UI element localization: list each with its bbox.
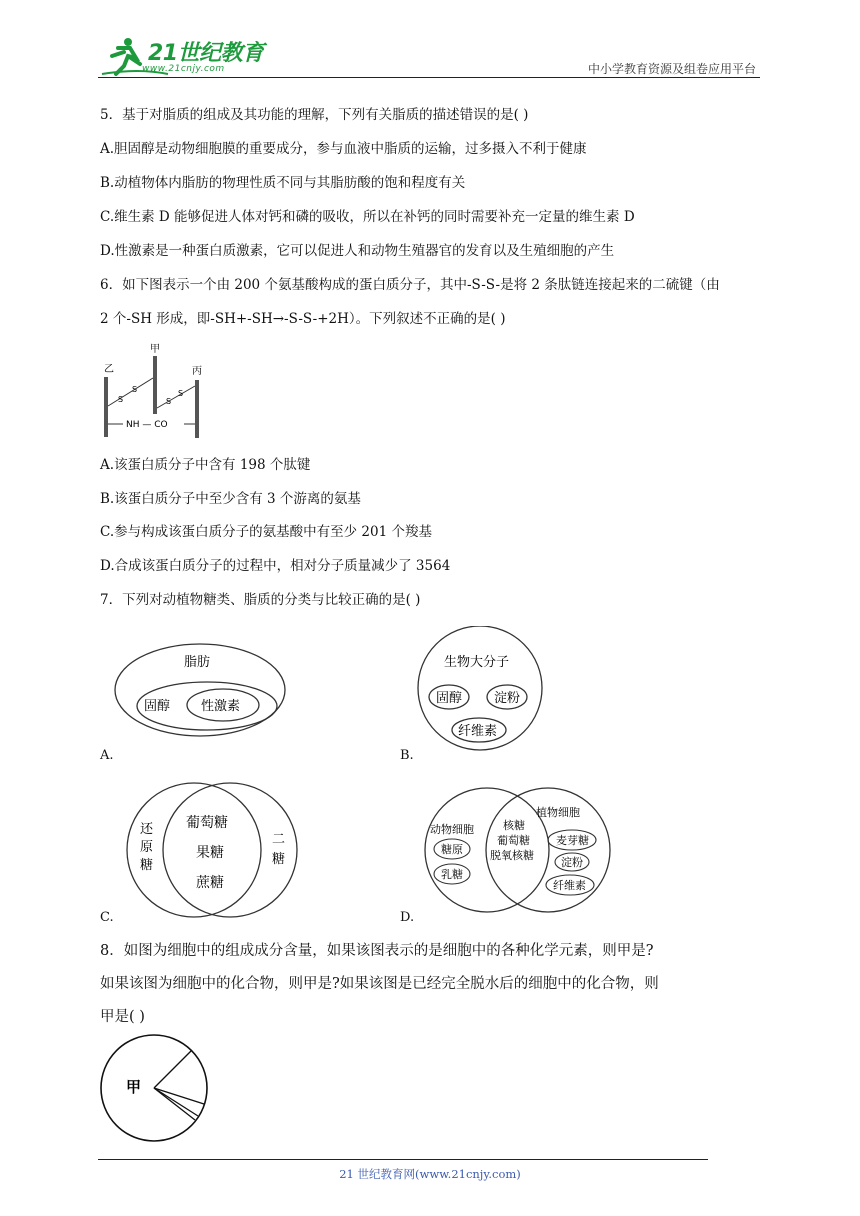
svg-text:糖: 糖 (272, 852, 286, 867)
q6-chain-jia (153, 356, 157, 414)
q7d-l1: 糖原 (441, 843, 463, 856)
header-divider (98, 77, 760, 78)
q6-option-c: C.参与构成该蛋白质分子的氨基酸中有至少 201 个羧基 (100, 524, 432, 540)
q7a-left-label: 固醇 (144, 699, 171, 714)
q7-figure-a (112, 640, 292, 740)
q6-option-a: A.该蛋白质分子中含有 198 个肽键 (100, 457, 311, 473)
q6-nh-co: NH — CO (126, 420, 168, 430)
q7-figure-d (420, 787, 620, 915)
footer-text: 21 世纪教育网(www.21cnjy.com) (339, 1167, 521, 1181)
q6-s4: S (178, 389, 184, 398)
q7c-center3: 蔗糖 (196, 875, 224, 891)
q6-option-d: D.合成该蛋白质分子的过程中，相对分子质量减少了 3564 (100, 558, 451, 574)
footer-divider (98, 1159, 708, 1160)
q6-chain-bing (195, 380, 199, 438)
q7d-r3: 纤维素 (553, 879, 586, 892)
q5-option-b: B.动植物体内脂肪的物理性质不同与其脂肪酸的饱和程度有关 (100, 175, 466, 191)
q7-figure-c-label: C. (100, 910, 114, 925)
q5-option-a: A.胆固醇是动物细胞膜的重要成分，参与血液中脂质的运输，过多摄入不利于健康 (100, 141, 587, 157)
q7d-center2: 葡萄糖 (497, 834, 530, 847)
q6-protein-diagram (98, 342, 218, 442)
q5-option-c: C.维生素 D 能够促进人体对钙和磷的吸收，所以在补钙的同时需要补充一定量的维生素 D (100, 209, 635, 225)
q7d-right-title: 植物细胞 (536, 806, 580, 819)
q7a-inner-label: 性激素 (201, 699, 241, 714)
q7b-outer-label: 生物大分子 (444, 655, 510, 670)
q7a-outer-label: 脂肪 (184, 655, 211, 670)
q7c-center2: 果糖 (196, 845, 224, 861)
q7-figure-a-label: A. (100, 748, 114, 763)
q7-figure-b (412, 626, 552, 756)
svg-text:原: 原 (140, 840, 154, 855)
q8-stem-line1: 8．如图为细胞中的组成成分含量，如果该图表示的是细胞中的各种化学元素，则甲是? (100, 943, 654, 959)
q7b-c3: 纤维素 (458, 724, 498, 739)
logo-url: www.21cnjy.com (142, 64, 225, 74)
q7-figure-c (124, 781, 304, 923)
q5-option-d: D.性激素是一种蛋白质激素，它可以促进人和动物生殖器官的发育以及生殖细胞的产生 (100, 243, 615, 259)
q6-s3: S (166, 397, 172, 406)
q7d-r2: 淀粉 (561, 856, 583, 869)
q7-figure-d-label: D. (400, 910, 415, 925)
q6-s2: S (132, 385, 138, 394)
svg-text:糖: 糖 (140, 858, 154, 873)
q8-pie-diagram (100, 1032, 212, 1144)
svg-text:还: 还 (140, 822, 154, 837)
logo-text: 21世纪教育 (148, 41, 264, 66)
header-platform-text: 中小学教育资源及组卷应用平台 (587, 62, 756, 76)
q6-s1: S (118, 395, 124, 404)
q7d-l2: 乳糖 (441, 868, 463, 881)
q7d-r1: 麦芽糖 (556, 834, 589, 847)
q6-option-b: B.该蛋白质分子中至少含有 3 个游离的氨基 (100, 491, 361, 507)
q6-label-bing: 丙 (192, 366, 202, 377)
q6-label-yi: 乙 (104, 364, 114, 375)
q6-chain-yi (104, 377, 108, 437)
q6-stem-line1: 6．如下图表示一个由 200 个氨基酸构成的蛋白质分子，其中-S-S-是将 2 条肽链连接起来的二硫键（由 (100, 277, 720, 293)
q7-figure-b-label: B. (400, 748, 414, 763)
q8-stem-line3: 甲是( ) (100, 1009, 145, 1025)
q7b-c2: 淀粉 (494, 691, 521, 706)
q5-stem: 5．基于对脂质的组成及其功能的理解，下列有关脂质的描述错误的是( ) (100, 107, 529, 123)
q7d-left-title: 动物细胞 (430, 823, 474, 836)
q7d-center1: 核糖 (503, 819, 525, 832)
q7c-center1: 葡萄糖 (186, 815, 228, 831)
q7b-c1: 固醇 (436, 691, 463, 706)
q7-stem: 7．下列对动植物糖类、脂质的分类与比较正确的是( ) (100, 592, 421, 608)
q8-label-jia: 甲 (126, 1078, 142, 1096)
q7d-center3: 脱氧核糖 (490, 849, 534, 862)
q6-stem-line2: 2 个-SH 形成，即-SH+-SH→-S-S-+2H）。下列叙述不正确的是( ) (100, 311, 506, 327)
svg-text:二: 二 (272, 832, 286, 847)
q6-label-jia: 甲 (150, 344, 160, 355)
q8-stem-line2: 如果该图为细胞中的化合物，则甲是?如果该图是已经完全脱水后的细胞中的化合物，则 (100, 976, 659, 992)
